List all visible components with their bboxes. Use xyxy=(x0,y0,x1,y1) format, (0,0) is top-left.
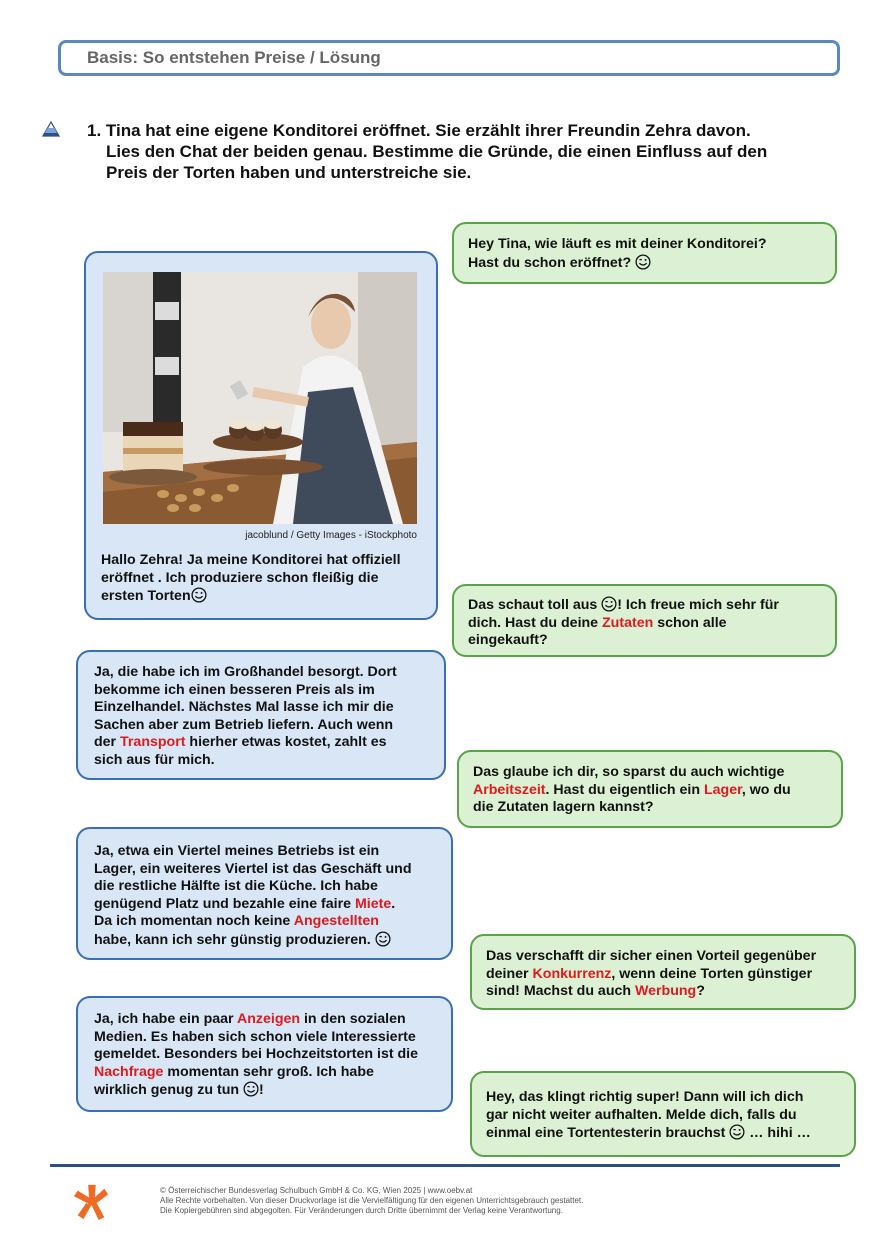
chat-bubble-zehra-3 xyxy=(457,750,843,828)
bubble-text: momentan sehr groß. Ich habe xyxy=(163,1063,374,1080)
bubble-line xyxy=(486,966,840,984)
chat-bubble-zehra-4 xyxy=(470,934,856,1010)
bubble-line: Hey, das klingt richtig super! Dann will ich dich xyxy=(486,1089,804,1105)
smiley-icon xyxy=(375,931,391,947)
smiley-icon xyxy=(243,1081,259,1097)
bubble-text: ? xyxy=(696,983,705,1000)
oebv-logo xyxy=(72,1183,110,1221)
bubble-line: Ja, etwa ein Viertel meines Betriebs ist ein xyxy=(94,843,380,859)
keyword-anzeigen: Anzeigen xyxy=(236,1011,301,1027)
bubble-text: der xyxy=(94,734,121,751)
photo-caption: jacoblund / Getty Images - iStockphoto xyxy=(245,530,417,541)
keyword-transport: Transport xyxy=(120,734,186,751)
bubble-text: dich. Hast du deine xyxy=(468,614,603,631)
bubble-text: , wenn deine Torten günstiger xyxy=(611,965,813,982)
bubble-line: Sachen aber zum Betrieb liefern. Auch wenn xyxy=(94,716,394,733)
keyword-konkurrenz: Konkurrenz xyxy=(532,965,612,982)
bubble-text: deiner xyxy=(486,965,533,982)
bubble-line xyxy=(94,734,428,752)
bubble-line: gar nicht weiter aufhalten. Melde dich, falls du xyxy=(486,1106,797,1123)
task-line-3: Preis der Torten haben und unterstreiche sie. xyxy=(106,163,472,182)
bubble-line: Das verschafft dir sicher einen Vorteil gegenüber xyxy=(486,948,817,964)
keyword-miete: Miete xyxy=(354,895,392,912)
bubble-line: die restliche Hälfte ist die Küche. Ich habe xyxy=(94,878,378,895)
keyword-angestellten: Angestellten xyxy=(293,913,379,930)
bubble-line xyxy=(468,254,821,273)
bubble-line xyxy=(94,1081,435,1100)
bubble-text: . xyxy=(391,895,396,912)
chat-bubble-zehra-5 xyxy=(470,1071,856,1157)
bubble-text: Das schaut toll aus xyxy=(468,597,598,613)
rights-line: Alle Rechte vorbehalten. Von dieser Druckvorlage ist die Vervielfältigung für den eigenen Unterrichtsgebrauch gestattet. xyxy=(160,1196,584,1205)
bubble-text: schon alle xyxy=(653,614,727,631)
bubble-text: Da ich momentan noch keine xyxy=(94,913,294,930)
chat-bubble-tina-4 xyxy=(76,996,453,1112)
smiley-icon xyxy=(729,1124,745,1140)
bubble-text: sind! Machst du auch xyxy=(486,983,635,1000)
bubble-text: hierher etwas kostet, zahlt es xyxy=(185,734,387,751)
bubble-text: Ja, ich habe ein paar xyxy=(94,1011,237,1027)
bubble-line: sich aus für mich. xyxy=(94,751,215,768)
copyright-notice xyxy=(160,1186,840,1216)
bubble-line xyxy=(468,596,821,615)
bubble-text: ersten Torten xyxy=(101,588,191,605)
chat-bubble-tina-3 xyxy=(76,827,453,960)
bubble-text: . Hast du eigentlich ein xyxy=(545,781,704,798)
keyword-arbeitszeit: Arbeitszeit xyxy=(473,781,546,798)
bubble-text: … hihi … xyxy=(745,1125,811,1142)
bubble-line: Medien. Es haben sich schon viele Interessierte xyxy=(94,1028,416,1045)
bubble-line: Hallo Zehra! Ja meine Konditorei hat offiziell xyxy=(101,552,401,568)
bubble-text: , wo du xyxy=(741,781,791,798)
worksheet-header xyxy=(58,40,840,76)
worksheet-title: Basis: So entstehen Preise / Lösung xyxy=(87,48,381,67)
bubble-text: ! xyxy=(258,1082,264,1099)
bubble-line: Hey Tina, wie läuft es mit deiner Konditorei? xyxy=(468,236,767,252)
bubble-line: Einzelhandel. Nächstes Mal lasse ich mir die xyxy=(94,699,394,716)
bubble-line: die Zutaten lagern kannst? xyxy=(473,799,654,816)
bubble-text-block xyxy=(101,552,421,606)
bubble-line xyxy=(486,1124,840,1143)
bubble-line: Ja, die habe ich im Großhandel besorgt. Dort xyxy=(94,664,397,680)
bubble-line: gemeldet. Besonders bei Hochzeitstorten ist die xyxy=(94,1046,419,1063)
keyword-werbung: Werbung xyxy=(634,983,697,1000)
bubble-line xyxy=(473,782,827,800)
bubble-text: ! Ich freue mich sehr für xyxy=(617,597,779,613)
fees-line: Die Kopiergebühren sind abgegolten. Für Veränderungen durch Dritte übernimmt der Verlag keine Verantwortung. xyxy=(160,1206,563,1215)
bubble-line xyxy=(94,913,435,931)
keyword-zutaten: Zutaten xyxy=(602,614,654,631)
keyword-nachfrage: Nachfrage xyxy=(94,1063,164,1080)
baker-photo xyxy=(103,272,417,524)
bubble-line xyxy=(94,896,435,914)
task-line-1: Tina hat eine eigene Konditorei eröffnet. Sie erzählt ihrer Freundin Zehra davon. xyxy=(105,121,751,140)
bubble-line: eingekauft? xyxy=(468,632,548,649)
bubble-line xyxy=(101,587,421,606)
bubble-text: Hast du schon eröffnet? xyxy=(468,254,632,271)
task-instruction xyxy=(87,120,827,183)
bubble-line: Lager, ein weiteres Viertel ist das Geschäft und xyxy=(94,860,412,877)
bubble-line xyxy=(94,931,435,950)
task-line-2: Lies den Chat der beiden genau. Bestimme die Gründe, die einen Einfluss auf den xyxy=(106,142,768,161)
copyright-line: © Österreichischer Bundesverlag Schulbuch GmbH & Co. KG, Wien 2025 | www.oebv.at xyxy=(160,1186,473,1195)
chat-bubble-tina-2 xyxy=(76,650,446,780)
bubble-text: in den sozialen xyxy=(300,1011,406,1027)
smiley-icon xyxy=(191,587,207,603)
chat-bubble-zehra-2 xyxy=(452,584,837,657)
task-number: 1. xyxy=(87,121,102,140)
keyword-lager: Lager xyxy=(703,781,742,798)
bubble-line: bekomme ich einen besseren Preis als im xyxy=(94,681,375,698)
bubble-text: wirklich genug zu tun xyxy=(94,1082,243,1099)
bubble-line xyxy=(468,615,821,633)
chat-bubble-tina-1 xyxy=(84,251,438,620)
pyramid-level-icon xyxy=(42,121,60,137)
bubble-line: Das glaube ich dir, so sparst du auch wichtige xyxy=(473,764,785,780)
chat-bubble-zehra-1 xyxy=(452,222,837,284)
smiley-icon xyxy=(601,596,617,612)
bubble-text: genügend Platz und bezahle eine faire xyxy=(94,895,355,912)
bubble-line xyxy=(94,1011,435,1029)
bubble-line: eröffnet . Ich produziere schon fleißig die xyxy=(101,569,379,586)
bubble-line xyxy=(486,983,840,1001)
smiley-icon xyxy=(635,254,651,270)
bubble-line xyxy=(94,1064,435,1082)
bubble-text: habe, kann ich sehr günstig produzieren. xyxy=(94,931,371,948)
footer-divider xyxy=(50,1164,840,1167)
bubble-text: einmal eine Tortentesterin brauchst xyxy=(486,1125,730,1142)
